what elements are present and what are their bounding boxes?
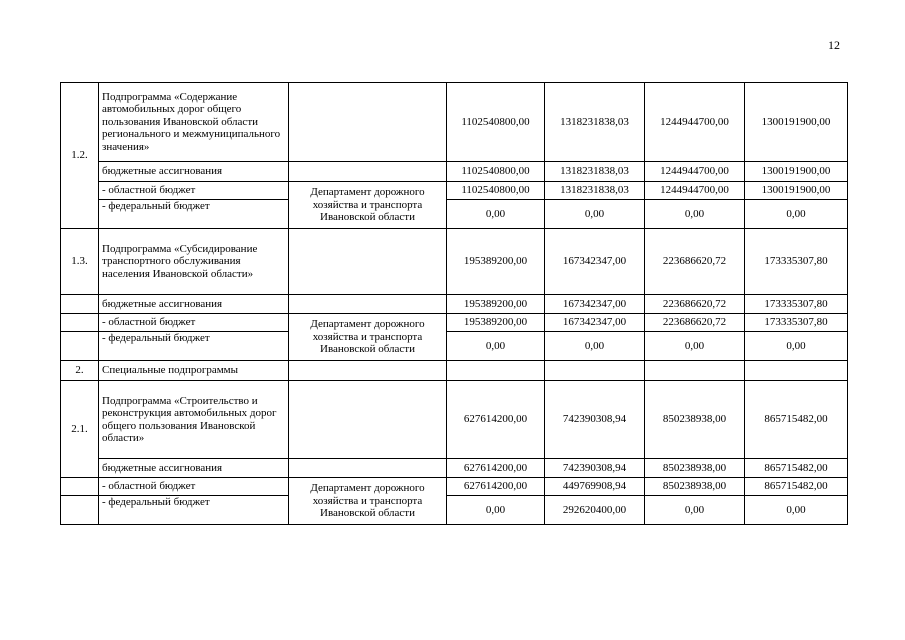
value-cell: 0,00 <box>745 332 848 361</box>
value-cell: 1102540800,00 <box>447 182 545 200</box>
index-cell-empty <box>61 295 99 314</box>
federal-budget-row <box>61 496 848 525</box>
value-cell: 173335307,80 <box>745 295 848 314</box>
value-cell: 0,00 <box>745 496 848 525</box>
value-cell: 1244944700,00 <box>645 83 745 162</box>
value-cell: 627614200,00 <box>447 478 545 496</box>
value-cell: 195389200,00 <box>447 295 545 314</box>
index-cell-empty <box>61 478 99 496</box>
row-label: - областной бюджет <box>99 478 289 496</box>
value-cell: 223686620,72 <box>645 229 745 295</box>
dept-cell-empty <box>289 295 447 314</box>
value-cell: 0,00 <box>447 200 545 229</box>
value-cell: 1318231838,03 <box>545 182 645 200</box>
dept-cell-empty <box>289 162 447 182</box>
value-cell-empty <box>545 361 645 381</box>
value-cell: 195389200,00 <box>447 229 545 295</box>
department-name: Департамент дорожного хозяйства и транспорта Ивановской области <box>289 314 447 361</box>
value-cell: 167342347,00 <box>545 295 645 314</box>
section-title: Подпрограмма «Субсидирование транспортного обслуживания населения Ивановской области» <box>99 229 289 295</box>
value-cell-empty <box>447 361 545 381</box>
value-cell: 0,00 <box>447 496 545 525</box>
row-label: бюджетные ассигнования <box>99 459 289 478</box>
value-cell: 173335307,80 <box>745 314 848 332</box>
value-cell: 1244944700,00 <box>645 162 745 182</box>
regional-budget-row <box>61 182 848 200</box>
value-cell: 223686620,72 <box>645 295 745 314</box>
value-cell: 223686620,72 <box>645 314 745 332</box>
row-label: - федеральный бюджет <box>99 332 289 361</box>
value-cell: 1102540800,00 <box>447 162 545 182</box>
value-cell: 0,00 <box>645 200 745 229</box>
value-cell: 292620400,00 <box>545 496 645 525</box>
value-cell: 167342347,00 <box>545 314 645 332</box>
value-cell: 865715482,00 <box>745 478 848 496</box>
value-cell: 1300191900,00 <box>745 83 848 162</box>
value-cell: 850238938,00 <box>645 478 745 496</box>
budget-row <box>61 295 848 314</box>
section-title: Подпрограмма «Содержание автомобильных дорог общего пользования Ивановской области регионального и межмуниципального значения» <box>99 83 289 162</box>
regional-budget-row <box>61 314 848 332</box>
value-cell: 0,00 <box>545 200 645 229</box>
value-cell: 167342347,00 <box>545 229 645 295</box>
value-cell: 850238938,00 <box>645 381 745 459</box>
section-row-1-3 <box>61 229 848 295</box>
dept-cell-empty <box>289 83 447 162</box>
regional-budget-row <box>61 478 848 496</box>
page-number: 12 <box>828 38 840 52</box>
index-cell-empty <box>61 332 99 361</box>
value-cell: 1300191900,00 <box>745 162 848 182</box>
row-label: - федеральный бюджет <box>99 200 289 229</box>
value-cell: 1318231838,03 <box>545 162 645 182</box>
value-cell: 1318231838,03 <box>545 83 645 162</box>
row-label: бюджетные ассигнования <box>99 295 289 314</box>
value-cell: 1102540800,00 <box>447 83 545 162</box>
index-cell-empty <box>61 496 99 525</box>
row-label: - областной бюджет <box>99 314 289 332</box>
department-name: Департамент дорожного хозяйства и транспорта Ивановской области <box>289 478 447 525</box>
federal-budget-row <box>61 200 848 229</box>
value-cell: 865715482,00 <box>745 459 848 478</box>
value-cell: 0,00 <box>545 332 645 361</box>
section-row-1-2 <box>61 83 848 162</box>
budget-table <box>60 82 848 525</box>
section-row-2 <box>61 361 848 381</box>
row-label: - федеральный бюджет <box>99 496 289 525</box>
section-index: 1.2. <box>61 83 99 229</box>
dept-cell-empty <box>289 361 447 381</box>
federal-budget-row <box>61 332 848 361</box>
value-cell: 0,00 <box>645 332 745 361</box>
dept-cell-empty <box>289 229 447 295</box>
row-label: - областной бюджет <box>99 182 289 200</box>
section-index: 2. <box>61 361 99 381</box>
department-name: Департамент дорожного хозяйства и транспорта Ивановской области <box>289 182 447 229</box>
value-cell: 449769908,94 <box>545 478 645 496</box>
budget-row <box>61 459 848 478</box>
dept-cell-empty <box>289 381 447 459</box>
value-cell: 742390308,94 <box>545 381 645 459</box>
section-title: Подпрограмма «Строительство и реконструкция автомобильных дорог общего пользования Ивановской области» <box>99 381 289 459</box>
value-cell: 627614200,00 <box>447 381 545 459</box>
budget-row <box>61 162 848 182</box>
value-cell: 850238938,00 <box>645 459 745 478</box>
value-cell: 0,00 <box>745 200 848 229</box>
value-cell: 1300191900,00 <box>745 182 848 200</box>
index-cell-empty <box>61 314 99 332</box>
value-cell-empty <box>745 361 848 381</box>
value-cell: 0,00 <box>645 496 745 525</box>
section-title: Специальные подпрограммы <box>99 361 289 381</box>
value-cell: 173335307,80 <box>745 229 848 295</box>
value-cell: 627614200,00 <box>447 459 545 478</box>
value-cell: 742390308,94 <box>545 459 645 478</box>
dept-cell-empty <box>289 459 447 478</box>
section-row-2-1 <box>61 381 848 459</box>
value-cell: 0,00 <box>447 332 545 361</box>
row-label: бюджетные ассигнования <box>99 162 289 182</box>
value-cell-empty <box>645 361 745 381</box>
value-cell: 195389200,00 <box>447 314 545 332</box>
section-index: 1.3. <box>61 229 99 295</box>
section-index: 2.1. <box>61 381 99 478</box>
value-cell: 865715482,00 <box>745 381 848 459</box>
value-cell: 1244944700,00 <box>645 182 745 200</box>
